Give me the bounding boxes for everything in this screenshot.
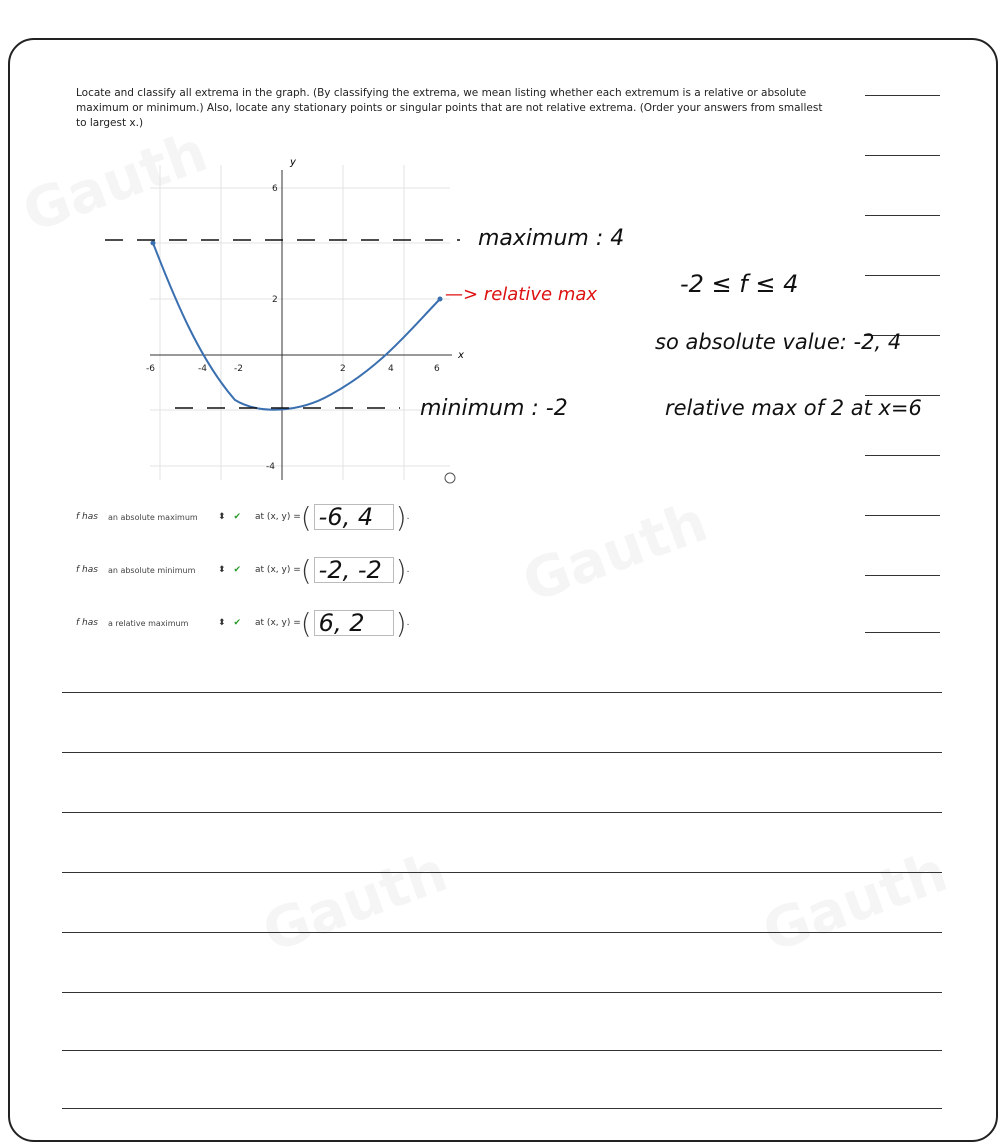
y-axis-label: y <box>290 157 296 168</box>
label: f has <box>76 512 98 522</box>
x-tick: 2 <box>340 364 346 374</box>
y-tick: 2 <box>272 295 278 305</box>
select-arrows-icon: ⬍ <box>217 565 226 575</box>
question-text: Locate and classify all extrema in the graph. (By classifying the extrema, we mean listing whether each extremum is a relative or absolute maximum or minimum.) Also, locate any stationary points or singular points that are not relative extrema. (Order your answers from smallest to largest x.) <box>76 87 823 129</box>
x-tick: -4 <box>198 364 207 374</box>
answer-input[interactable]: -2, -2 <box>314 557 394 583</box>
extremum-type-select[interactable]: an absolute minimum <box>107 565 196 575</box>
endpoint-left <box>151 241 156 246</box>
note-range: -2 ≤ f ≤ 4 <box>680 270 799 298</box>
note-relative-max: —> relative max <box>445 284 598 305</box>
y-tick: 6 <box>272 184 278 194</box>
answer-row-relative-maximum: f has a relative maximum ⬍ ✔ at (x, y) = ( 6, 2 ) . <box>76 606 410 640</box>
ruled-line <box>62 872 942 873</box>
answer-input[interactable]: 6, 2 <box>314 610 394 636</box>
x-tick: 4 <box>388 364 394 374</box>
check-icon: ✔ <box>233 512 242 522</box>
note-minimum: minimum : -2 <box>420 396 568 421</box>
ruled-line <box>62 932 942 933</box>
ruled-line <box>62 752 942 753</box>
label: f has <box>76 618 98 628</box>
answer-input[interactable]: -6, 4 <box>314 504 394 530</box>
function-curve <box>153 243 440 410</box>
x-tick: -2 <box>234 364 243 374</box>
ruled-line <box>62 1050 942 1051</box>
y-tick: -4 <box>266 462 275 472</box>
x-tick: 6 <box>434 364 440 374</box>
extremum-type-select[interactable]: a relative maximum <box>107 618 189 628</box>
extremum-type-select[interactable]: an absolute maximum <box>107 512 198 522</box>
label: f has <box>76 565 98 575</box>
ruled-line <box>62 992 942 993</box>
note-relative-max-at-6: relative max of 2 at x=6 <box>665 396 922 420</box>
x-tick: -6 <box>146 364 155 374</box>
label: at (x, y) = <box>255 618 301 628</box>
answer-row-absolute-minimum: f has an absolute minimum ⬍ ✔ at (x, y) = ( -2, -2 ) . <box>76 553 410 587</box>
answer-row-absolute-maximum: f has an absolute maximum ⬍ ✔ at (x, y) = ( -6, 4 ) . <box>76 500 410 534</box>
ruled-line <box>62 1108 942 1109</box>
endpoint-right <box>438 297 443 302</box>
note-absolute-value: so absolute value: -2, 4 <box>655 330 902 354</box>
ruled-line <box>62 812 942 813</box>
label: at (x, y) = <box>255 565 301 575</box>
info-icon <box>445 473 455 483</box>
check-icon: ✔ <box>233 565 242 575</box>
note-maximum: maximum : 4 <box>478 226 625 251</box>
select-arrows-icon: ⬍ <box>217 618 226 628</box>
label: at (x, y) = <box>255 512 301 522</box>
select-arrows-icon: ⬍ <box>217 512 226 522</box>
check-icon: ✔ <box>233 618 242 628</box>
x-axis-label: x <box>458 350 464 361</box>
